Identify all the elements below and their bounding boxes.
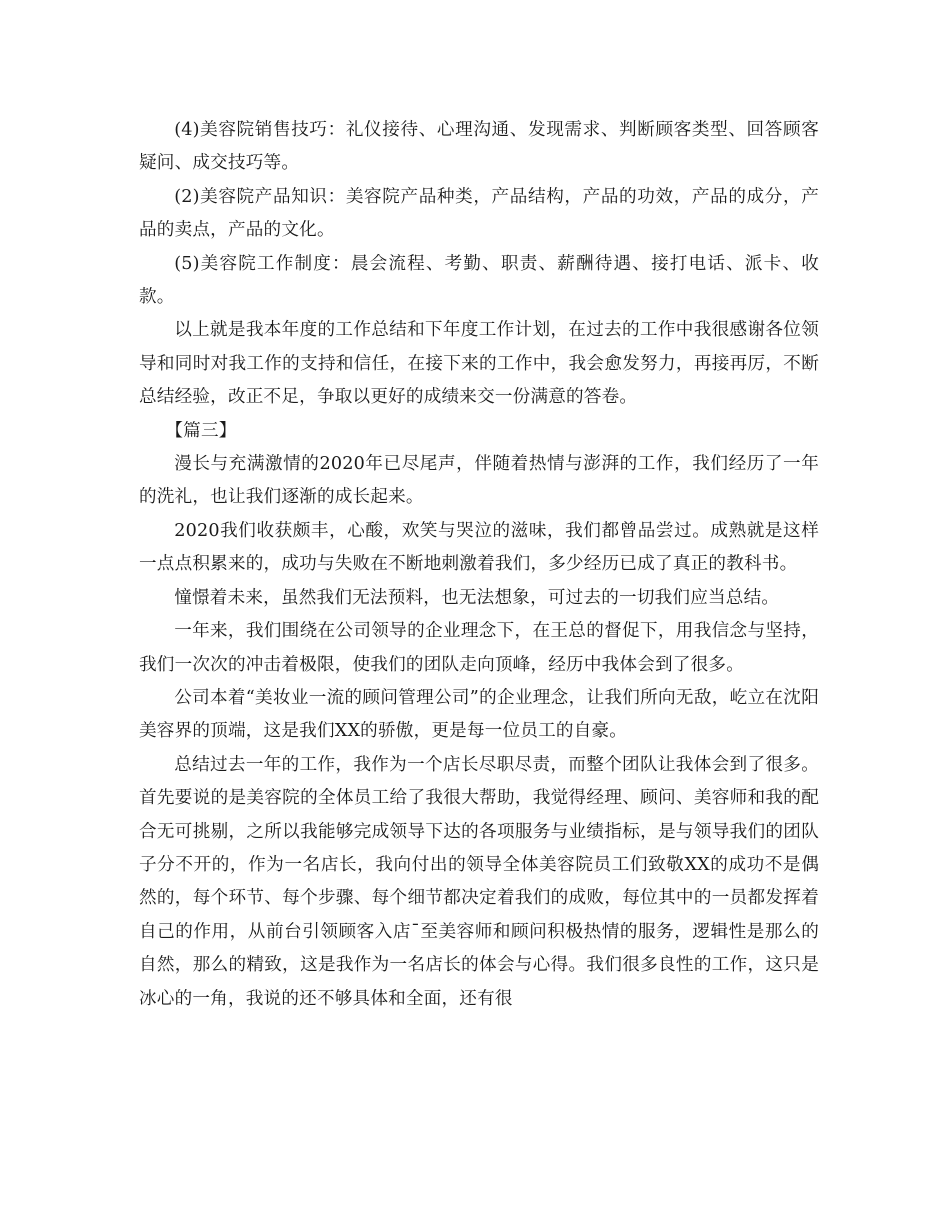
paragraph-work-summary: 总结过去一年的工作，我作为一个店长尽职尽责，而整个团队让我体会到了很多。首先要说的是美容院的全体员工给了我很大帮助，我觉得经理、顾问、美容师和我的配合无可挑剔，之所以我能够完成领导下达的各项服务与业绩指标，是与领导我们的团队子分不开的，作为一名店长，我向付出的领导全体美容院员工们致敬XX的成功不是偶然的，每个环节、每个步骤、每个细节都决定着我们的成败，每位其中的一员都发挥着自己的作用，从前台引领顾客入店¯至美容师和顾问积极热情的服务，逻辑性是那么的自然，那么的精致，这是我作为一名店长的体会与心得。我们很多良性的工作，这只是冰心的一角，我说的还不够具体和全面，还有很 bbox=[139, 754, 819, 1009]
paragraph-year-harvest: 2020我们收获颇丰，心酸，欢笑与哭泣的滋味，我们都曾品尝过。成熟就是这样一点点积累来的，成功与失败在不断地刺激着我们，多少经历已成了真正的教科书。 bbox=[139, 520, 819, 575]
paragraph-work-rules: (5)美容院工作制度：晨会流程、考勤、职责、薪酬待遇、接打电话、派卡、收款。 bbox=[139, 253, 819, 308]
paragraph-sales-skills: (4)美容院销售技巧：礼仪接待、心理沟通、发现需求、判断顾客类型、回答顾客疑问、成交技巧等。 bbox=[139, 120, 819, 174]
paragraph-one-year: 一年来，我们围绕在公司领导的企业理念下，在王总的督促下，用我信念与坚持，我们一次次的冲击着极限，使我们的团队走向顶峰，经历中我体会到了很多。 bbox=[139, 621, 819, 675]
section-heading: 【篇三】 bbox=[165, 420, 237, 441]
paragraph-product-knowledge: (2)美容院产品知识：美容院产品种类，产品结构，产品的功效，产品的成分，产品的卖点，产品的文化。 bbox=[139, 186, 819, 241]
paragraph-closing-summary: 以上就是我本年度的工作总结和下年度工作计划，在过去的工作中我很感谢各位领导和同时对我工作的支持和信任，在接下来的工作中，我会愈发努力，再接再厉，不断总结经验，改正不足，争取以更好的成绩来交一份满意的答卷。 bbox=[139, 320, 819, 408]
paragraph-company-philosophy: 公司本着“美妆业一流的顾问管理公司”的企业理念，让我们所向无敌，屹立在沈阳美容界的顶端，这是我们XX的骄傲，更是每一位员工的自豪。 bbox=[139, 687, 819, 742]
paragraph-year-intro: 漫长与充满激情的2020年已尽尾声，伴随着热情与澎湃的工作，我们经历了一年的洗礼，也让我们逐渐的成长起来。 bbox=[139, 454, 819, 508]
document-body bbox=[139, 114, 819, 1016]
paragraph-future: 憧憬着未来，虽然我们无法预料，也无法想象，可过去的一切我们应当总结。 bbox=[174, 587, 780, 608]
